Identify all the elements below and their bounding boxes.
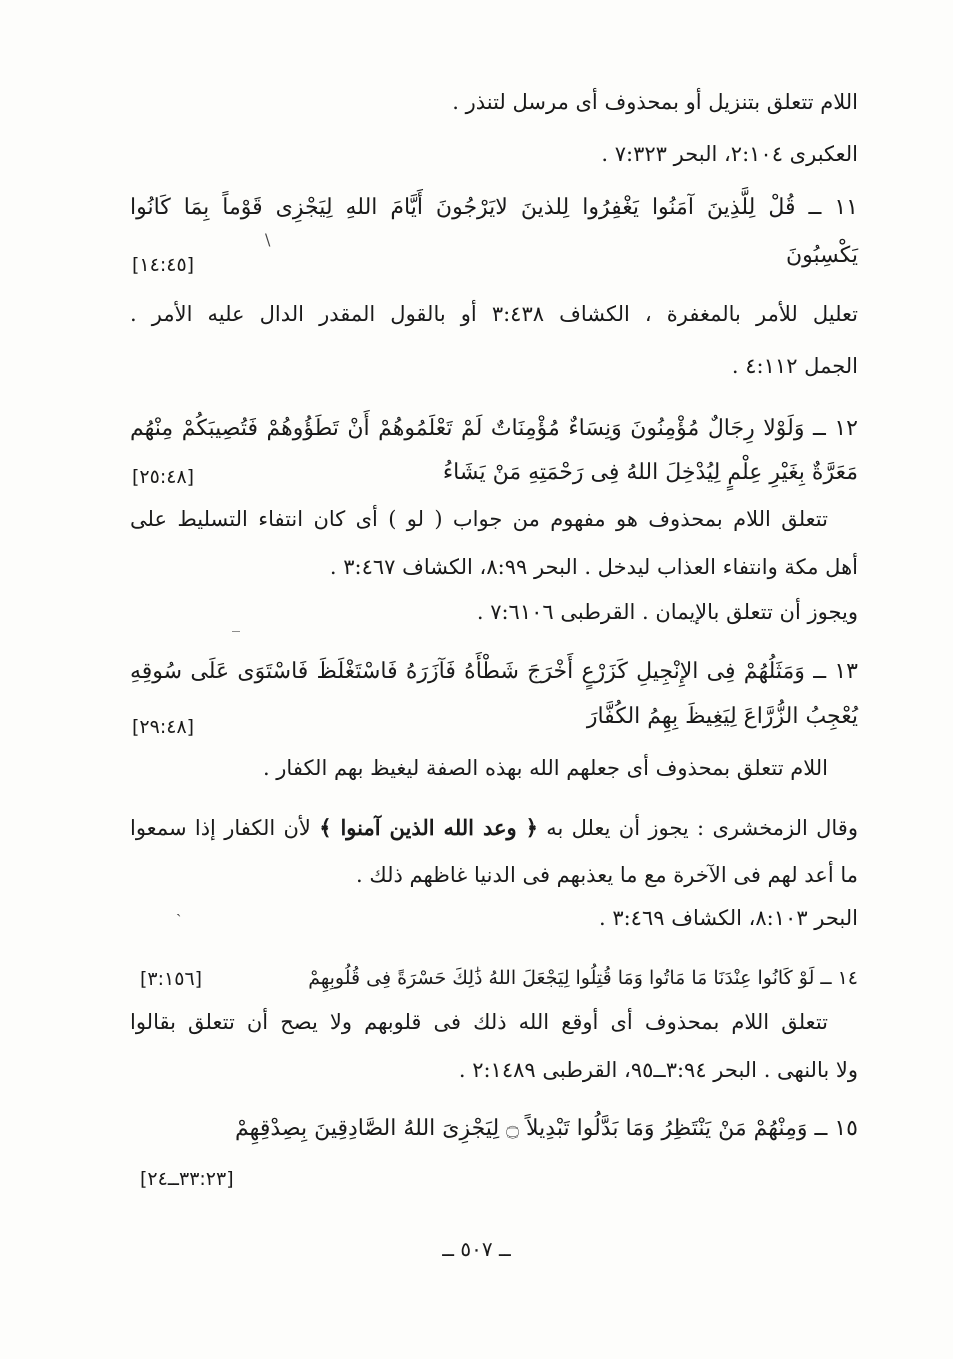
text-line: ما أعد لهم فى الآخرة مع ما يعذبهم فى الدنيا غاظهم ذلك . — [356, 863, 858, 887]
text-line: ويجوز أن تتعلق بالإيمان . القرطبى ٧:٦١٠٦ . — [476, 600, 858, 624]
text-line: تتعلق اللام بمحذوف أى أوقع الله ذلك فى قلوبهم ولا يصح أن تتعلق بقالوا — [130, 1010, 828, 1034]
verse-15-reference: [٣٣:٢٣ــ٢٤] — [140, 1168, 234, 1190]
quran-quote: ﴿ وعد الله الذين آمنوا ﴾ — [319, 815, 538, 840]
verse-12-reference: [٢٥:٤٨] — [132, 466, 195, 488]
text-line: اللام تتعلق بتنزيل أو بمحذوف أى مرسل لتنذر . — [452, 90, 858, 114]
text-line: اللام تتعلق بمحذوف أى جعلهم الله بهذه الصفة ليغيظ بهم الكفار . — [262, 756, 828, 780]
stray-mark: \ — [265, 230, 271, 249]
reference-line: ولا بالنهى . البحر ٣:٩٤ــ٩٥، القرطبى ٢:١٤٨٩ . — [458, 1058, 858, 1082]
verse-11-line-2: يَكْسِبُونَ — [785, 243, 858, 268]
text-segment: وقال الزمخشرى : يجوز أن يعلل به — [537, 816, 858, 840]
text-line: تعليل للأمر بالمغفرة ، الكشاف ٣:٤٣٨ أو بالقول المقدر الدال عليه الأمر . — [130, 302, 858, 326]
page-number: ــ ٥٠٧ ــ — [442, 1237, 511, 1261]
verse-14-reference: [٣:١٥٦] — [140, 968, 203, 990]
text-line: تتعلق اللام بمحذوف هو مفهوم من جواب ( لو ) أى كان انتفاء التسليط على — [130, 507, 828, 531]
verse-13-reference: [٢٩:٤٨] — [132, 716, 195, 738]
verse-12-line-1: ١٢ ــ وَلَوْلا رِجَالٌ مُؤْمِنُونَ وَنِسَاءٌ مُؤْمِنَاتٌ لَمْ تَعْلَمُوهُمْ أَنْ تَطَؤُوهُمْ فَتُصِيبَكُمْ مِنْهُم — [130, 416, 858, 441]
verse-14: ١٤ ــ لَوْ كَانُوا عِنْدَنَا مَا مَاتُوا وَمَا قُتِلُوا لِيَجْعَلَ اللهُ ذَٰلِكَ حَسْرَةً فِى قُلُوبِهِمْ — [308, 967, 858, 989]
reference-line: الجمل ٤:١١٢ . — [731, 354, 858, 378]
stray-mark: ‾ — [232, 628, 240, 647]
text-segment: لأن الكفار إذا سمعوا — [130, 816, 320, 840]
verse-11-reference: [١٤:٤٥] — [132, 254, 195, 276]
verse-15: ١٥ ــ وَمِنْهُمْ مَنْ يَنْتَظِرُ وَمَا بَدَّلُوا تَبْدِيلاً ۝ لِيَجْزِىَ اللهُ الصَّادِقِينَ بِصِدْقِهِمْ — [235, 1116, 858, 1141]
stray-mark: ˏ — [176, 898, 182, 917]
verse-11-line-1: ١١ ــ قُلْ لِلَّذِينَ آمَنُوا يَغْفِرُوا لِلذينَ لايَرْجُونَ أَيَّامَ اللهِ لِيَجْزِى قَوْماً بِمَا كَانُوا — [130, 195, 858, 220]
text-line-with-quote — [130, 812, 858, 844]
verse-12-line-2: مَعَرَّةٌ بِغَيْرِ عِلْمٍ لِيُدْخِلَ اللهُ فِى رَحْمَتِهِ مَنْ يَشَاءُ — [442, 460, 858, 485]
reference-line: العكبرى ٢:١٠٤، البحر ٧:٣٢٣ . — [601, 142, 858, 166]
verse-13-line-1: ١٣ ــ وَمَثَلُهُمْ فِى الإِنْجِيلِ كَزَرْعٍ أَخْرَجَ شَطْأَهُ فَآزَرَهُ فَاسْتَغْلَظَ فَاسْتَوَى عَلَى سُوقِهِ — [130, 659, 858, 684]
text-line: أهل مكة وانتفاء العذاب ليدخل . البحر ٨:٩٩، الكشاف ٣:٤٦٧ . — [329, 555, 858, 579]
verse-13-line-2: يُعْجِبُ الزُّرَّاعَ لِيَغِيظَ بِهِمُ الكُفَّارَ — [586, 704, 858, 729]
reference-line: البحر ٨:١٠٣، الكشاف ٣:٤٦٩ . — [598, 906, 858, 930]
